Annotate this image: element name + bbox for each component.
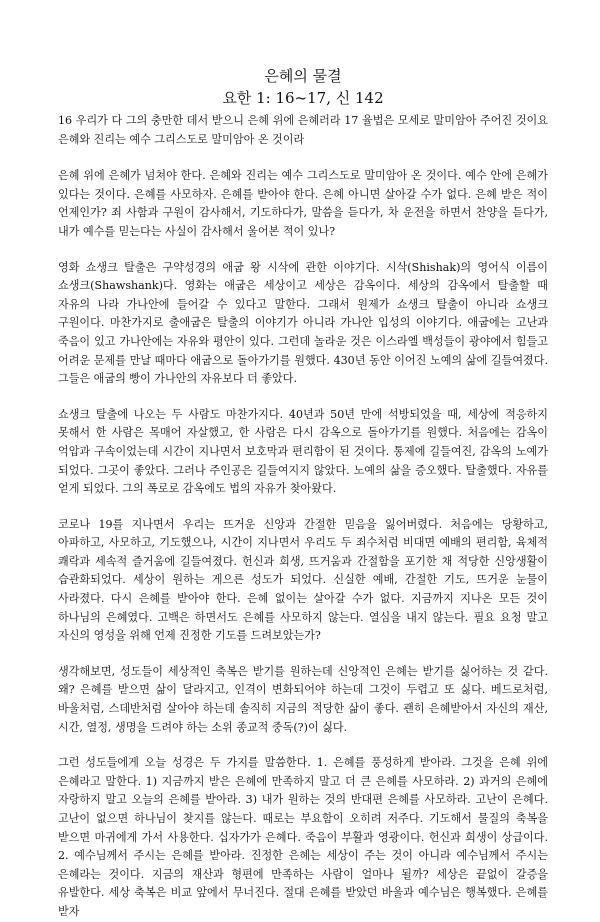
scripture-verse: 16 우리가 다 그의 충만한 데서 받으니 은혜 위에 은혜러라 17 율법은 모세로 말미암아 주어진 것이요 은혜와 진리는 예수 그리스도로 말미암아 온 것이라 xyxy=(58,114,548,146)
body-paragraph: 영화 쇼생크 탈출은 구약성경의 애굽 왕 시삭에 관한 이야기다. 시삭(Shishak)의 영어식 이름이 쇼생크(Shawshank)다. 영화는 애굽은 세상이고 세상은 감옥이다. 세상의 감옥에서 탈출할 때 자유의 나라 가나안에 들어갈 수 있다고 말한다. 그래서 원제가 쇼생크 탈출이 아니라 쇼생크 구원이다. 마찬가지로 출애굽은 탈출의 이야기가 아니라 가나안 입성의 이야기다. 애굽에는 고난과 죽음이 있고 가나안에는 자유와 평안이 있다. 그런데 놀라운 것은 이스라엘 백성들이 광야에서 힘들고 어려운 문제를 만날 때마다 애굽으로 돌아가기를 원했다. 430년 동안 이어진 노예의 삶에 길들여졌다. 그들은 애굽의 빵이 가나안의 자유보다 더 좋았다. xyxy=(58,260,549,386)
body-paragraph: 코로나 19를 지나면서 우리는 뜨거운 신앙과 간절한 믿음을 잃어버렸다. 처음에는 당황하고, 아파하고, 사모하고, 기도했으나, 시간이 지나면서 우리도 두 죄수처럼 비대면 예배의 편리함, 육체적 쾌락과 세속적 즐거움에 길들여졌다. 헌신과 희생, 뜨거움과 간절함을 포기한 채 적당한 신앙생활이 습관화되었다. 세상이 원하는 게으른 성도가 되었다. 신실한 예배, 간절한 기도, 뜨거운 눈물이 사라졌다. 다시 은혜를 받아야 한다. 은혜 없이는 살아갈 수가 없다. 지금까지 지나온 모든 것이 하나님의 은혜였다. 고백은 하면서도 은혜를 사모하지 않는다. 열심을 내지 않는다. 필요 요청 말고 자신의 영성을 위해 언제 진정한 기도를 드려보았는가? xyxy=(58,517,548,643)
scripture-reference: 요한 1: 16~17, 신 142 xyxy=(222,89,384,107)
page-title: 은혜의 물결 xyxy=(264,67,342,85)
body-paragraph: 생각해보면, 성도들이 세상적인 축복은 받기를 원하는데 신앙적인 은혜는 받기를 싫어하는 것 같다. 왜? 은혜를 받으면 삶이 달라지고, 인격이 변화되어야 하는데 그것이 두렵고 또 싫다. 베드로처럼, 바울처럼, 스데반처럼 살아야 하는데 솔직히 지금의 적당한 삶이 좋다. 괜히 은혜받아서 자신의 재산, 시간, 열정, 생명을 드려야 하는 소위 종교적 중독(?)이 싫다. xyxy=(58,664,548,734)
body-paragraph: 그런 성도들에게 오늘 성경은 두 가지를 말씀한다. 1. 은혜를 풍성하게 받아라. 그것을 은혜 위에 은혜라고 말한다. 1) 지금까지 받은 은혜에 만족하지 말고 더 큰 은혜를 사모하라. 2) 과거의 은혜에 자랑하지 말고 오늘의 은혜를 받아라. 3) 내가 원하는 것의 반대편 은혜를 사모하라. 고난이 은혜다. 고난이 없으면 하나님이 찾지를 않는다. 때로는 부요함이 오히려 저주다. 기도해서 물질의 축복을 받으면 마귀에게 가서 사용한다. 십자가가 은혜다. 죽음이 부활과 영광이다. 헌신과 희생이 상급이다. 2. 예수님께서 주시는 은혜를 받아라. 진정한 은혜는 세상이 주는 것이 아니라 예수님께서 주시는 은혜라는 것이다. 지금의 재산과 형편에 만족하는 사람이 얼마나 될까? 세상은 끝없이 갈증을 유발한다. 세상 축복은 비교 앞에서 무너진다. 절대 은혜를 받았던 바울과 예수님은 행복했다. 은혜를 받자 xyxy=(58,756,548,918)
body-paragraph: 쇼생크 탈출에 나오는 두 사람도 마찬가지다. 40년과 50년 만에 석방되었을 때, 세상에 적응하지 못해서 한 사람은 목매어 자살했고, 한 사람은 다시 감옥으로 돌아가기를 원했다. 처음에는 감옥이 억압과 구속이었는데 시간이 지나면서 보호막과 편리함이 된 것이다. 통제에 길들여진, 감옥의 노예가 되었다. 그곳이 좋았다. 그러나 주인공은 길들여지지 않았다. 노예의 삶을 증오했다. 탈출했다. 자유를 얻게 되었다. 그의 폭로로 감옥에도 법의 자유가 찾아왔다. xyxy=(58,407,548,496)
body-paragraph: 은혜 위에 은혜가 넘쳐야 한다. 은혜와 진리는 예수 그리스도로 말미암아 온 것이다. 예수 안에 은혜가 있다는 것이다. 은혜를 사모하자. 은혜를 받아야 한다. 은혜 아니면 살아갈 수가 없다. 은혜 받은 적이 언제인가? 죄 사함과 구원이 감사해서, 기도하다가, 말씀을 듣다가, 차 운전을 하면서 찬양을 듣다가, 내가 예수를 믿는다는 사실이 감사해서 울어본 적이 있나? xyxy=(58,169,548,238)
